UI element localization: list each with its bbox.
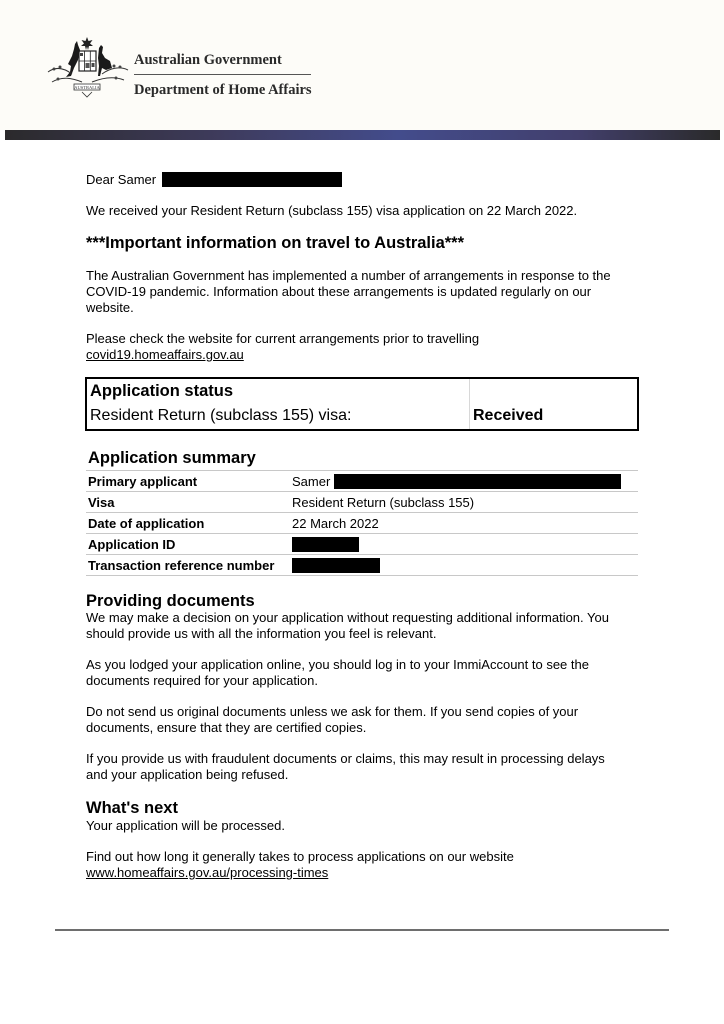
svg-text:AUSTRALIA: AUSTRALIA — [74, 85, 100, 90]
application-status-box — [85, 377, 639, 431]
documents-paragraph-4 — [86, 751, 646, 783]
status-title: Application status — [90, 382, 234, 400]
paragraph-line: should provide us with all the information you feel is relevant. — [86, 626, 437, 641]
whats-next-paragraph-1: Your application will be processed. — [86, 818, 285, 833]
row-key: Primary applicant — [86, 471, 290, 492]
table-row — [86, 471, 638, 492]
greeting-text: Dear Samer — [86, 172, 157, 187]
row-value: Resident Return (subclass 155) — [290, 492, 638, 513]
redacted-transaction-reference — [292, 558, 380, 573]
government-name: Australian Government — [134, 50, 311, 75]
documents-paragraph-2 — [86, 657, 646, 689]
redacted-applicant-surname — [334, 474, 621, 489]
row-key: Transaction reference number — [86, 555, 290, 576]
covid-link[interactable]: covid19.homeaffairs.gov.au — [86, 347, 244, 362]
covid-paragraph-line: The Australian Government has implemented a number of arrangements in response to the — [86, 268, 611, 283]
letterhead — [0, 0, 724, 130]
status-label: Resident Return (subclass 155) visa: — [90, 407, 352, 424]
status-divider — [469, 379, 470, 429]
header-bar — [5, 130, 720, 140]
table-row — [86, 555, 638, 576]
paragraph-line: documents, ensure that they are certified copies. — [86, 720, 367, 735]
paragraph-line: If you provide us with fraudulent documents or claims, this may result in processing delays — [86, 751, 605, 766]
row-value — [290, 471, 638, 492]
paragraph-line: We may make a decision on your application without requesting additional information. You — [86, 610, 609, 625]
check-paragraph — [86, 331, 646, 363]
coat-of-arms-icon — [44, 36, 130, 98]
documents-heading: Providing documents — [86, 592, 255, 610]
row-value: 22 March 2022 — [290, 513, 638, 534]
summary-heading: Application summary — [88, 449, 256, 467]
department-name: Department of Home Affairs — [134, 82, 312, 98]
applicant-first-name: Samer — [292, 473, 331, 489]
row-value — [290, 534, 638, 555]
greeting — [86, 172, 342, 188]
agency-name — [134, 50, 312, 100]
footer-rule — [55, 929, 669, 931]
table-row — [86, 513, 638, 534]
table-row — [86, 534, 638, 555]
paragraph-line: documents required for your application. — [86, 673, 318, 688]
covid-paragraph-line: website. — [86, 300, 134, 315]
documents-paragraph-1 — [86, 610, 646, 642]
row-key: Date of application — [86, 513, 290, 534]
paragraph-line: and your application being refused. — [86, 767, 289, 782]
redacted-application-id — [292, 537, 359, 552]
table-row — [86, 492, 638, 513]
row-value — [290, 555, 638, 576]
paragraph-line: Do not send us original documents unless we ask for them. If you send copies of your — [86, 704, 579, 719]
whats-next-heading: What's next — [86, 799, 178, 817]
redacted-surname — [162, 172, 342, 187]
row-key: Application ID — [86, 534, 290, 555]
processing-times-link[interactable]: www.homeaffairs.gov.au/processing-times — [86, 865, 329, 880]
covid-paragraph — [86, 268, 646, 316]
documents-paragraph-3 — [86, 704, 646, 736]
paragraph-line: As you lodged your application online, you should log in to your ImmiAccount to see the — [86, 657, 589, 672]
important-heading: ***Important information on travel to Australia*** — [86, 234, 465, 252]
row-key: Visa — [86, 492, 290, 513]
covid-paragraph-line: COVID-19 pandemic. Information about these arrangements is updated regularly on our — [86, 284, 592, 299]
status-value: Received — [473, 407, 544, 424]
whats-next-paragraph-2 — [86, 849, 646, 881]
received-line: We received your Resident Return (subclass 155) visa application on 22 March 2022. — [86, 203, 578, 218]
application-summary-table — [86, 470, 638, 576]
paragraph-line: Find out how long it generally takes to process applications on our website — [86, 849, 514, 864]
check-line: Please check the website for current arrangements prior to travelling — [86, 331, 480, 346]
